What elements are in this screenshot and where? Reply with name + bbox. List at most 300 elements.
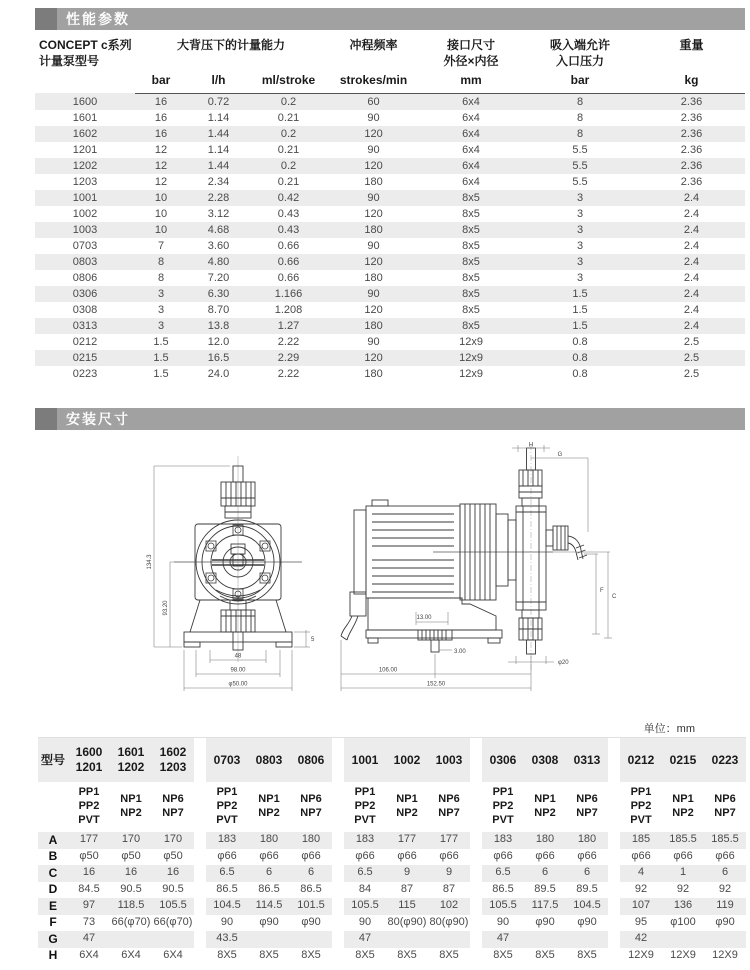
- cell: 90: [367, 111, 380, 124]
- cell: 86.5: [258, 882, 280, 895]
- performance-table-row: [35, 190, 745, 206]
- cell: 92: [718, 882, 732, 895]
- cell: 12x9: [420, 350, 522, 366]
- cell: 102: [428, 898, 470, 915]
- cell: 2.29: [250, 350, 327, 366]
- unit-lh: l/h: [187, 71, 250, 93]
- pump-side-view-drawing: [338, 442, 623, 710]
- cell: 2.4: [638, 254, 745, 270]
- cell: 120: [364, 207, 383, 220]
- cell: [290, 931, 332, 948]
- cell: 0.42: [250, 190, 327, 206]
- cell: 0.2: [250, 158, 327, 174]
- cell: 0313: [35, 318, 135, 334]
- cell: 2.36: [680, 111, 703, 124]
- unit-kg: kg: [638, 71, 745, 93]
- cell: 1601 1202: [110, 738, 152, 783]
- cell: 6X4: [121, 948, 141, 961]
- pump-front-view-drawing: [138, 440, 348, 708]
- group-gutter: [470, 832, 482, 849]
- installation-section-header: [35, 408, 745, 430]
- group-gutter: [332, 738, 344, 783]
- cell: φ66: [577, 849, 597, 862]
- group-gutter: [608, 849, 620, 866]
- cell: 8.70: [207, 303, 230, 316]
- side-view-outline: [341, 444, 587, 670]
- cell: 120: [327, 158, 420, 174]
- cell: 90: [358, 915, 372, 928]
- cell: 12X9: [628, 948, 654, 961]
- cell: 0313: [566, 738, 608, 783]
- cell: 183: [206, 832, 248, 849]
- cell: 177: [428, 832, 470, 849]
- group-gutter: [194, 865, 206, 882]
- cell: 119: [704, 898, 746, 915]
- cell: NP6 NP7: [162, 793, 184, 819]
- cell: 8X5: [439, 948, 459, 961]
- cell: 8: [135, 254, 187, 270]
- cell: 6.5: [206, 865, 248, 882]
- cell: 1001: [344, 738, 386, 783]
- performance-section-header: [35, 8, 745, 30]
- cell: φ66: [301, 849, 321, 862]
- cell: PP1 PP2 PVT: [630, 786, 652, 826]
- materials-row-label: [38, 782, 68, 832]
- cell: 8x5: [420, 318, 522, 334]
- cell: 0306: [482, 738, 524, 783]
- cell: 3.12: [207, 207, 230, 220]
- performance-table-row: [35, 158, 745, 174]
- row-label: G: [38, 931, 68, 948]
- cell: 9: [386, 865, 428, 882]
- group-gutter: [470, 782, 482, 832]
- cell: 0.21: [277, 143, 300, 156]
- cell: φ66: [217, 849, 237, 862]
- cell: [704, 931, 746, 948]
- cell: 16: [68, 865, 110, 882]
- cell: φ90: [535, 915, 555, 928]
- cell: 6: [704, 865, 746, 882]
- group-gutter: [194, 782, 206, 832]
- cell: 8x5: [420, 286, 522, 302]
- dim-label-g: G: [557, 452, 563, 458]
- cell: 0.43: [250, 222, 327, 238]
- cell: 60: [327, 93, 420, 110]
- group-gutter: [608, 832, 620, 849]
- cell: 2.36: [638, 126, 745, 142]
- dim-label-h: H: [528, 442, 534, 449]
- cell: 7: [157, 239, 165, 252]
- performance-table-row: [35, 110, 745, 126]
- cell: φ66: [355, 849, 375, 862]
- performance-table-row: [35, 142, 745, 158]
- cell: 0.66: [277, 239, 300, 252]
- performance-table-row: [35, 350, 745, 366]
- cell: 0223: [72, 367, 98, 380]
- cell: φ66: [673, 849, 693, 862]
- cell: 2.22: [277, 367, 300, 380]
- cell: 8: [522, 126, 638, 142]
- section-header-square: [35, 408, 57, 430]
- cell: 0212: [72, 335, 98, 348]
- group-gutter: [470, 915, 482, 932]
- group-gutter: [194, 849, 206, 866]
- cell: 8X5: [217, 948, 237, 961]
- cell: 2.5: [638, 350, 745, 366]
- cell: NP6 NP7: [300, 793, 322, 819]
- cell: 2.28: [187, 190, 250, 206]
- group-gutter: [332, 849, 344, 866]
- cell: 2.5: [683, 335, 700, 348]
- cell: 47: [482, 931, 524, 948]
- cell: 24.0: [207, 367, 230, 380]
- cell: 6X4: [79, 948, 99, 961]
- cell: 8x5: [462, 239, 480, 252]
- cell: 1.208: [274, 303, 303, 316]
- dimension-table-body: [38, 832, 746, 964]
- section-header-square: [35, 8, 57, 30]
- cell: 89.5: [576, 882, 598, 895]
- cell: 0806: [290, 738, 332, 783]
- cell: 3: [522, 222, 638, 238]
- cell: 10: [135, 190, 187, 206]
- cell: NP1 NP2: [534, 793, 556, 819]
- cell: 92: [634, 882, 648, 895]
- cell: 1201: [72, 143, 98, 156]
- performance-table: [35, 36, 745, 382]
- group-gutter: [470, 738, 482, 783]
- cell: 16: [154, 111, 168, 124]
- cell: 170: [152, 832, 194, 849]
- cell: 0223: [704, 738, 746, 783]
- cell: 180: [524, 832, 566, 849]
- cell: 10: [154, 207, 168, 220]
- header-suction-pressure: [522, 36, 638, 71]
- cell: 1003: [428, 738, 470, 783]
- cell: 5.5: [522, 158, 638, 174]
- cell: 1203: [72, 175, 98, 188]
- cell: 90: [220, 915, 234, 928]
- cell: 1602 1203: [152, 738, 194, 783]
- cell: 0.43: [277, 207, 300, 220]
- cell: 8x5: [420, 190, 522, 206]
- cell: 6x4: [420, 93, 522, 110]
- dimension-table-head: [38, 738, 746, 833]
- dim-label-c: C: [612, 594, 617, 600]
- cell: 1: [662, 865, 704, 882]
- cell: φ50: [121, 849, 141, 862]
- cell: 0.21: [277, 111, 300, 124]
- cell: 6x4: [462, 111, 480, 124]
- group-gutter: [608, 865, 620, 882]
- cell: 2.4: [683, 303, 700, 316]
- front-view-dimension-lines: [154, 466, 310, 691]
- dimension-table-row: [38, 948, 746, 965]
- cell: 8x5: [462, 303, 480, 316]
- cell: 8x5: [420, 222, 522, 238]
- cell: 105.5: [152, 898, 194, 915]
- cell: 8X5: [493, 948, 513, 961]
- cell: 86.5: [492, 882, 514, 895]
- cell: 6x4: [462, 143, 480, 156]
- cell: 8X5: [535, 948, 555, 961]
- cell: 2.4: [638, 190, 745, 206]
- group-gutter: [470, 849, 482, 866]
- cell: 104.5: [566, 898, 608, 915]
- cell: [248, 931, 290, 948]
- dim-label-head-height: 93.20: [163, 600, 169, 616]
- cell: 47: [344, 931, 386, 948]
- cell: 90: [367, 143, 380, 156]
- performance-table-row: [35, 270, 745, 286]
- row-label: H: [48, 948, 58, 963]
- cell: 105.5: [344, 898, 386, 915]
- header-model: [35, 36, 135, 93]
- cell: 1602: [35, 126, 135, 142]
- cell: 117.5: [524, 898, 566, 915]
- row-label: F: [49, 915, 57, 930]
- cell: φ90: [301, 915, 321, 928]
- cell: 6x4: [462, 175, 480, 188]
- cell: 12: [135, 158, 187, 174]
- side-view-dimension-labels: [379, 443, 617, 688]
- cell: [386, 931, 428, 948]
- performance-table-row: [35, 206, 745, 222]
- cell: φ66: [259, 849, 279, 862]
- cell: 0.21: [277, 175, 300, 188]
- cell: 0703: [72, 239, 98, 252]
- row-label: A: [38, 832, 68, 849]
- cell: 43.5: [206, 931, 248, 948]
- dim-label-f: F: [600, 588, 604, 594]
- cell: 97: [68, 898, 110, 915]
- dim-label-overall-height: 134.3: [147, 554, 153, 570]
- cell: 4.68: [187, 222, 250, 238]
- cell: 1202: [35, 158, 135, 174]
- cell: NP1 NP2: [672, 793, 694, 819]
- header-weight: 重量: [679, 38, 704, 52]
- cell: 92: [676, 882, 690, 895]
- header-capacity: 大背压下的计量能力: [177, 38, 286, 52]
- header-stroke-frequency: 冲程频率: [349, 38, 398, 52]
- dim-label-nozzle-diameter: φ20: [558, 660, 569, 666]
- cell: 8X5: [577, 948, 597, 961]
- cell: 3: [522, 190, 638, 206]
- performance-table-row: [35, 174, 745, 190]
- cell: 180: [364, 175, 383, 188]
- row-label: C: [38, 865, 68, 882]
- cell: 180: [327, 318, 420, 334]
- unit-note: 单位：mm: [643, 723, 695, 735]
- group-gutter: [332, 782, 344, 832]
- cell: 1.14: [207, 143, 230, 156]
- cell: [110, 931, 152, 948]
- cell: 0.66: [277, 271, 300, 284]
- group-gutter: [194, 832, 206, 849]
- cell: φ100: [670, 915, 696, 928]
- cell: 3: [135, 318, 187, 334]
- cell: 2.34: [207, 175, 230, 188]
- cell: 120: [364, 303, 383, 316]
- group-gutter: [194, 738, 206, 783]
- cell: 42: [620, 931, 662, 948]
- dim-label-width-inner: 48: [234, 653, 242, 660]
- unit-bar: bar: [135, 71, 187, 93]
- group-gutter: [470, 898, 482, 915]
- performance-table-row: [35, 366, 745, 382]
- cell: φ66: [631, 849, 651, 862]
- dim-label-width-mid: 98.00: [230, 667, 246, 674]
- performance-table-head: [35, 36, 745, 93]
- unit-mm: mm: [420, 71, 522, 93]
- cell: 0803: [248, 738, 290, 783]
- group-gutter: [332, 948, 344, 965]
- cell: 177: [386, 832, 428, 849]
- cell: 180: [290, 832, 332, 849]
- cell: 0308: [524, 738, 566, 783]
- cell: 12: [154, 143, 168, 156]
- cell: [524, 931, 566, 948]
- performance-table-row: [35, 254, 745, 270]
- dim-label-base-outer: 152.50: [426, 681, 446, 688]
- group-gutter: [608, 738, 620, 783]
- cell: 3: [157, 303, 165, 316]
- cell: 2.4: [683, 271, 700, 284]
- cell: 107: [620, 898, 662, 915]
- header-port-size: [420, 36, 522, 71]
- cell: 6: [290, 865, 332, 882]
- cell: 0703: [206, 738, 248, 783]
- cell: φ66: [493, 849, 513, 862]
- cell: 2.4: [638, 318, 745, 334]
- front-view-outline: [174, 456, 302, 662]
- installation-section-title: 安装尺寸: [66, 411, 130, 427]
- dimension-table-row: [38, 931, 746, 948]
- header-model-line1: CONCEPT c系列: [39, 38, 132, 52]
- cell: 90: [327, 286, 420, 302]
- performance-section-title: 性能参数: [66, 11, 130, 27]
- header-model-line2: 计量泵型号: [39, 53, 100, 68]
- cell: 47: [68, 931, 110, 948]
- cell: 120: [327, 350, 420, 366]
- row-label: D: [48, 882, 58, 897]
- cell: NP1 NP2: [258, 793, 280, 819]
- group-gutter: [608, 898, 620, 915]
- cell: 4.80: [187, 254, 250, 270]
- group-gutter: [470, 865, 482, 882]
- cell: 12x9: [459, 367, 483, 380]
- cell: 87: [400, 882, 414, 895]
- cell: NP6 NP7: [576, 793, 598, 819]
- cell: φ90: [259, 915, 279, 928]
- group-gutter: [194, 898, 206, 915]
- cell: φ66: [535, 849, 555, 862]
- group-gutter: [332, 931, 344, 948]
- cell: 2.36: [680, 143, 703, 156]
- cell: 2.36: [638, 158, 745, 174]
- cell: 185.5: [662, 832, 704, 849]
- cell: 3.60: [207, 239, 230, 252]
- dimension-table-row: [38, 865, 746, 882]
- cell: 2.36: [680, 175, 703, 188]
- cell: 7.20: [207, 271, 230, 284]
- cell: 8: [157, 271, 165, 284]
- cell: 9: [428, 865, 470, 882]
- cell: 3: [576, 271, 584, 284]
- cell: [662, 931, 704, 948]
- cell: 0.2: [250, 93, 327, 110]
- cell: 8: [522, 93, 638, 110]
- cell: 16: [152, 865, 194, 882]
- cell: 2.4: [683, 207, 700, 220]
- group-gutter: [332, 915, 344, 932]
- cell: 101.5: [290, 898, 332, 915]
- cell: 90: [496, 915, 510, 928]
- cell: 1.5: [572, 303, 588, 316]
- cell: 6x4: [420, 126, 522, 142]
- cell: 8x5: [462, 207, 480, 220]
- cell: 16: [135, 93, 187, 110]
- cell: φ66: [397, 849, 417, 862]
- group-gutter: [608, 882, 620, 899]
- performance-table-row: [35, 334, 745, 350]
- cell: 3: [576, 207, 584, 220]
- group-gutter: [194, 915, 206, 932]
- cell: 180: [364, 367, 383, 380]
- cell: 66(φ70): [111, 915, 151, 928]
- cell: 1.5: [522, 318, 638, 334]
- cell: 0.72: [187, 93, 250, 110]
- cell: 1.14: [207, 111, 230, 124]
- cell: 8X5: [301, 948, 321, 961]
- cell: 105.5: [482, 898, 524, 915]
- dimension-table: [38, 737, 746, 964]
- cell: NP1 NP2: [396, 793, 418, 819]
- performance-table-body: [35, 93, 745, 382]
- cell: 2.4: [638, 222, 745, 238]
- cell: 1.44: [187, 126, 250, 142]
- cell: φ50: [163, 849, 183, 862]
- cell: 6.5: [344, 865, 386, 882]
- cell: 12X9: [712, 948, 738, 961]
- header-port-line2: 外径×内径: [443, 53, 499, 68]
- performance-table-row: [35, 286, 745, 302]
- group-gutter: [470, 882, 482, 899]
- performance-table-row: [35, 238, 745, 254]
- cell: 170: [110, 832, 152, 849]
- cell: 120: [327, 126, 420, 142]
- cell: 136: [662, 898, 704, 915]
- cell: 6: [524, 865, 566, 882]
- header-suction-line2: 入口压力: [556, 53, 605, 68]
- cell: 180: [364, 271, 383, 284]
- cell: 118.5: [110, 898, 152, 915]
- cell: φ66: [439, 849, 459, 862]
- cell: 8X5: [355, 948, 375, 961]
- cell: 73: [82, 915, 96, 928]
- cell: 0.8: [572, 335, 588, 348]
- group-gutter: [332, 882, 344, 899]
- cell: 5.5: [572, 143, 588, 156]
- cell: 0.66: [250, 254, 327, 270]
- cell: 180: [566, 832, 608, 849]
- cell: 90: [327, 190, 420, 206]
- group-gutter: [608, 782, 620, 832]
- dimension-table-row: [38, 882, 746, 899]
- performance-table-row: [35, 222, 745, 238]
- cell: 13.8: [187, 318, 250, 334]
- cell: 0806: [72, 271, 98, 284]
